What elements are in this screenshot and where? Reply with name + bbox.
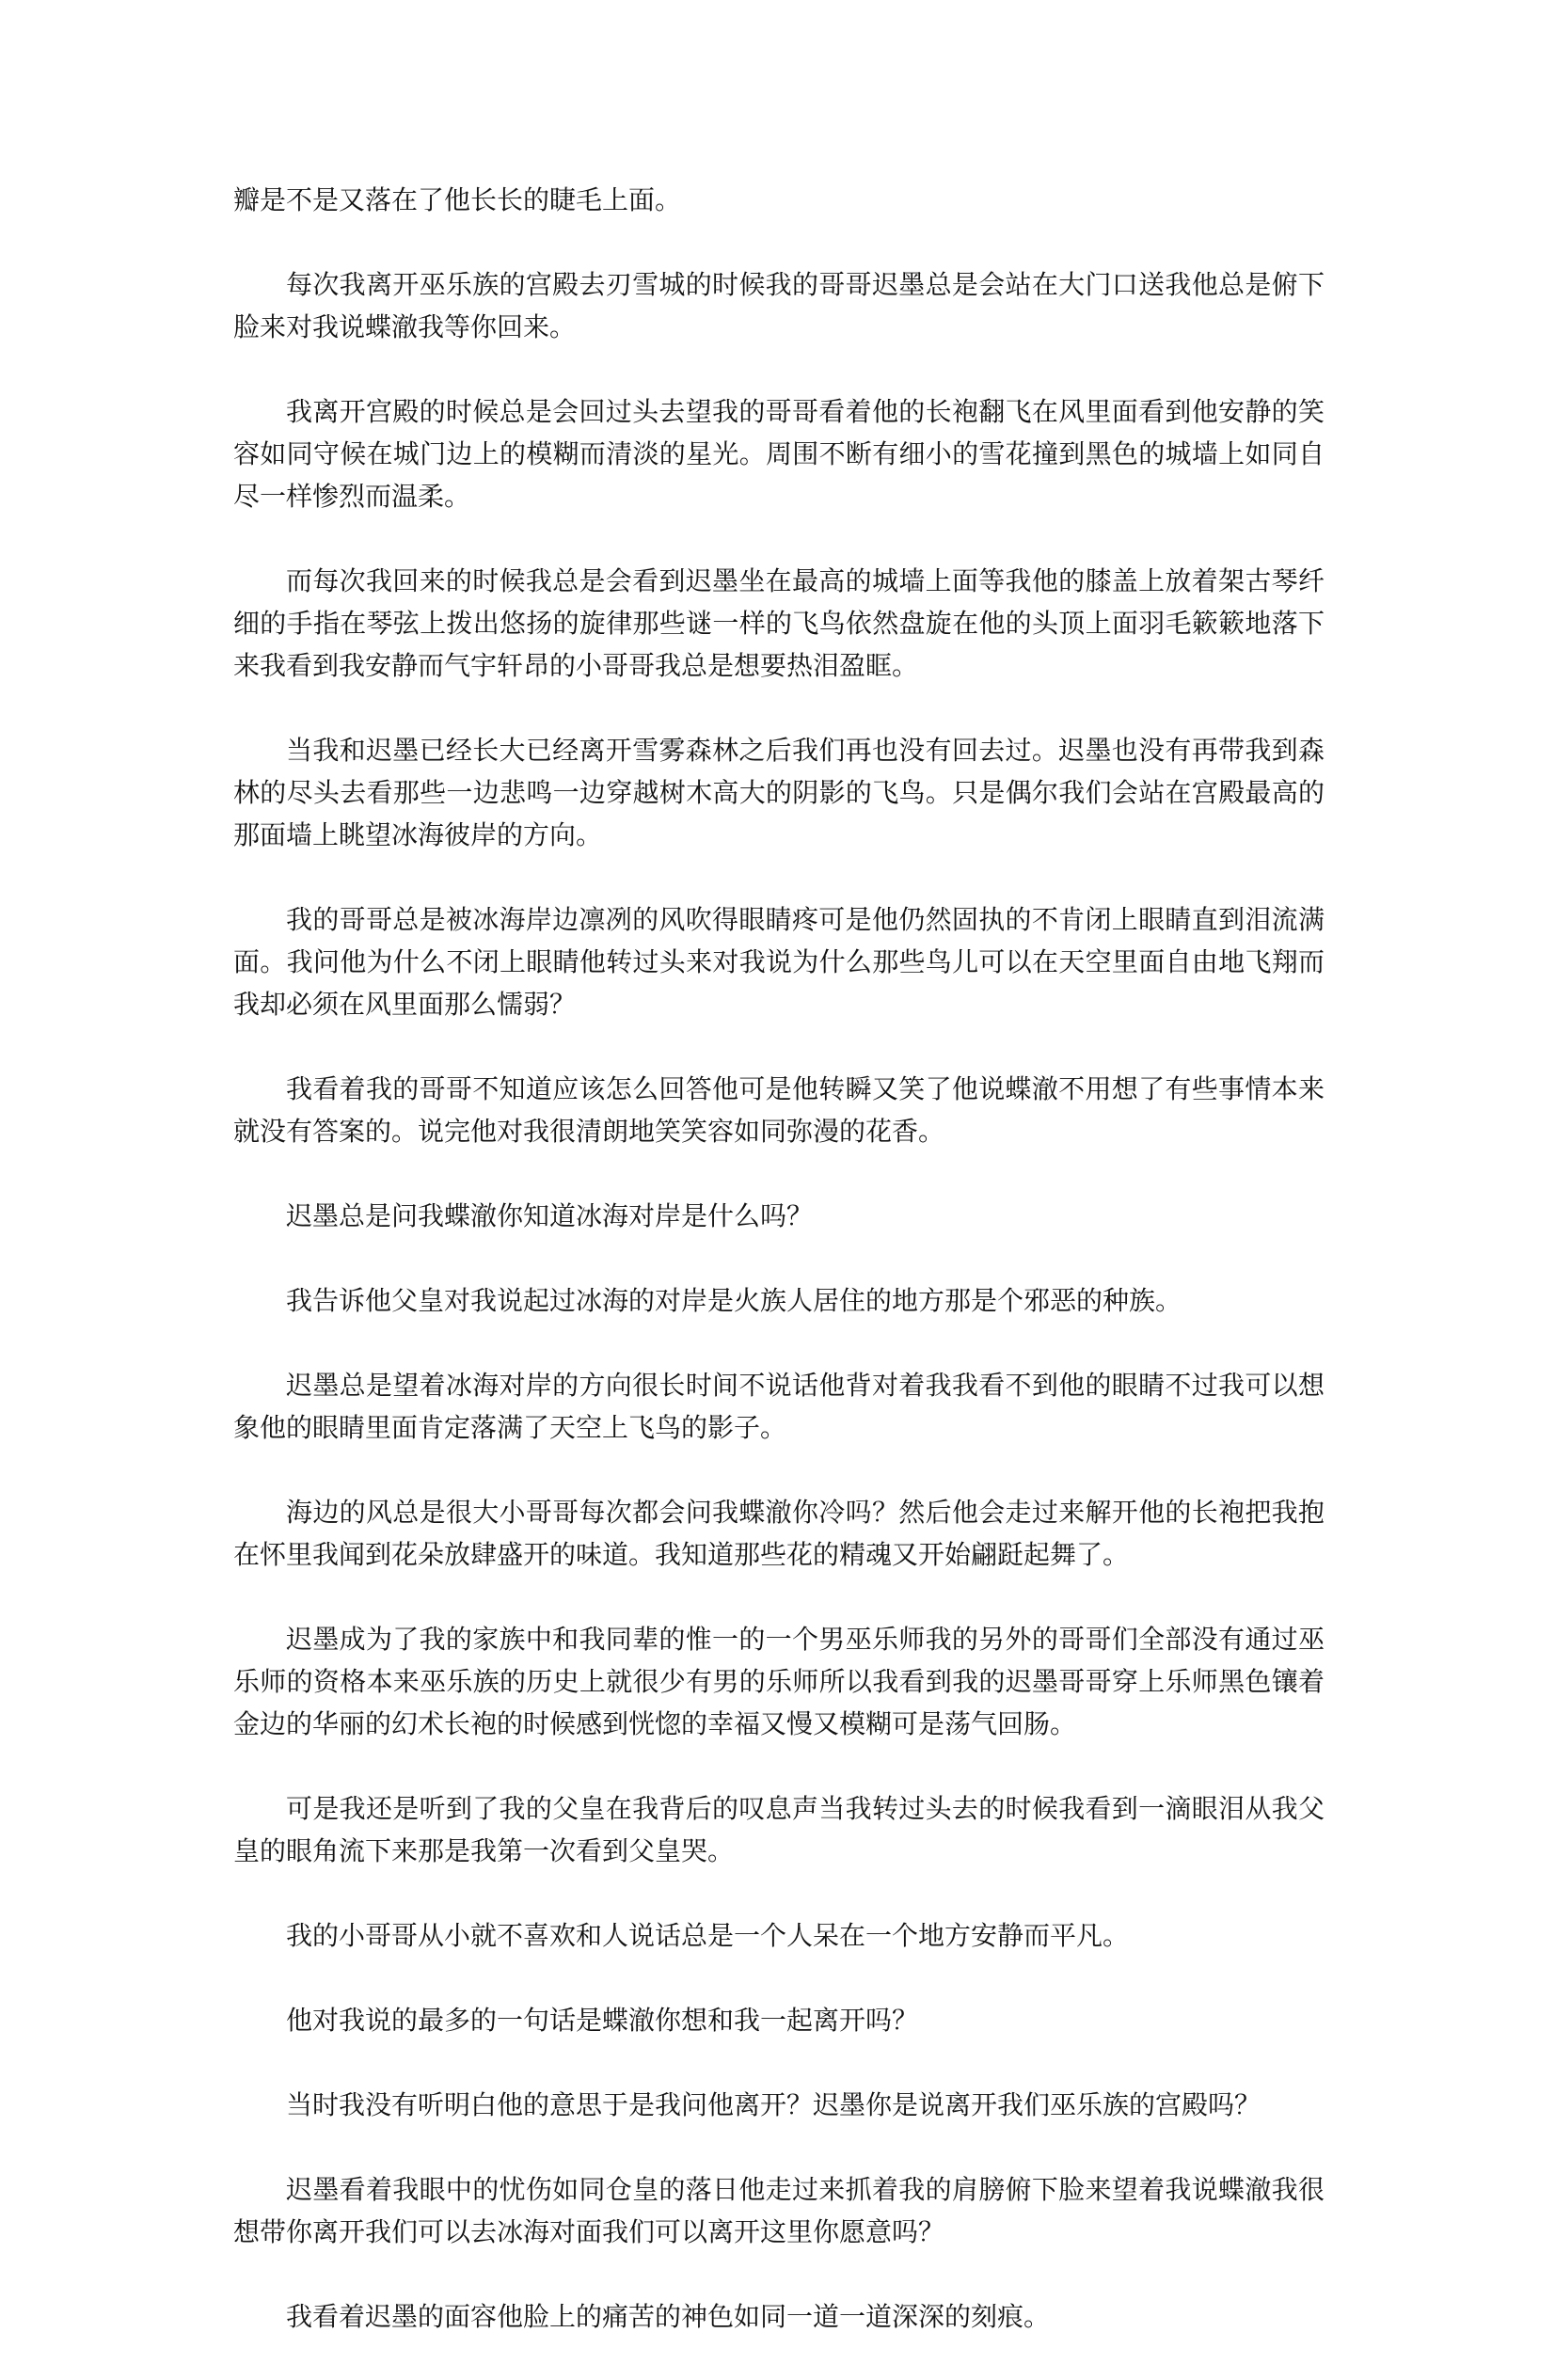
paragraph: 我离开宫殿的时候总是会回过头去望我的哥哥看着他的长袍翻飞在风里面看到他安静的笑容如同守候在城门边上的模糊而清淡的星光。周围不断有细小的雪花撞到黑色的城墙上如同自尽一样惨烈而温柔。: [233, 396, 1325, 512]
paragraph: 我的哥哥总是被冰海岸边凛冽的风吹得眼睛疼可是他仍然固执的不肯闭上眼睛直到泪流满面。我问他为什么不闭上眼睛他转过头来对我说为什么那些鸟儿可以在天空里面自由地飞翔而我却必须在风里面那么懦弱？: [233, 904, 1325, 1020]
paragraph: 当我和迟墨已经长大已经离开雪雾森林之后我们再也没有回去过。迟墨也没有再带我到森林的尽头去看那些一边悲鸣一边穿越树木高大的阴影的飞鸟。只是偶尔我们会站在宫殿最高的那面墙上眺望冰海彼岸的方向。: [233, 735, 1325, 850]
paragraph: 我看着我的哥哥不知道应该怎么回答他可是他转瞬又笑了他说蝶澈不用想了有些事情本来就没有答案的。说完他对我很清朗地笑笑容如同弥漫的花香。: [233, 1073, 1325, 1147]
document-body: [233, 179, 1325, 2380]
paragraph: 当时我没有听明白他的意思于是我问他离开？迟墨你是说离开我们巫乐族的宫殿吗？: [286, 2089, 1261, 2120]
paragraph: 迟墨总是问我蝶澈你知道冰海对岸是什么吗？: [286, 1200, 814, 1231]
paragraph: 我的小哥哥从小就不喜欢和人说话总是一个人呆在一个地方安静而平凡。: [286, 1920, 1130, 1951]
paragraph: 迟墨总是望着冰海对岸的方向很长时间不说话他背对着我我看不到他的眼睛不过我可以想象他的眼睛里面肯定落满了天空上飞鸟的影子。: [233, 1370, 1325, 1443]
paragraph: 迟墨看着我眼中的忧伤如同仓皇的落日他走过来抓着我的肩膀俯下脸来望着我说蝶澈我很想带你离开我们可以去冰海对面我们可以离开这里你愿意吗？: [233, 2174, 1325, 2247]
paragraph: 他对我说的最多的一句话是蝶澈你想和我一起离开吗？: [286, 2005, 919, 2036]
paragraph: 海边的风总是很大小哥哥每次都会问我蝶澈你冷吗？然后他会走过来解开他的长袍把我抱在怀里我闻到花朵放肆盛开的味道。我知道那些花的精魂又开始翩跹起舞了。: [233, 1497, 1325, 1570]
paragraph: 我看着迟墨的面容他脸上的痛苦的神色如同一道一道深深的刻痕。: [286, 2301, 1051, 2332]
paragraph: 我告诉他父皇对我说起过冰海的对岸是火族人居住的地方那是个邪恶的种族。: [286, 1285, 1182, 1316]
paragraph: 每次我离开巫乐族的宫殿去刃雪城的时候我的哥哥迟墨总是会站在大门口送我他总是俯下脸来对我说蝶澈我等你回来。: [233, 269, 1325, 342]
paragraph: 而每次我回来的时候我总是会看到迟墨坐在最高的城墙上面等我他的膝盖上放着架古琴纤细的手指在琴弦上拨出悠扬的旋律那些谜一样的飞鸟依然盘旋在他的头顶上面羽毛簌簌地落下来我看到我安静而气宇轩昂的小哥哥我总是想要热泪盈眶。: [233, 565, 1325, 681]
paragraph: 迟墨成为了我的家族中和我同辈的惟一的一个男巫乐师我的另外的哥哥们全部没有通过巫乐师的资格本来巫乐族的历史上就很少有男的乐师所以我看到我的迟墨哥哥穿上乐师黑色镶着金边的华丽的幻术长袍的时候感到恍惚的幸福又慢又模糊可是荡气回肠。: [233, 1624, 1325, 1739]
paragraph: 瓣是不是又落在了他长长的睫毛上面。: [233, 184, 682, 215]
paragraph: 可是我还是听到了我的父皇在我背后的叹息声当我转过头去的时候我看到一滴眼泪从我父皇的眼角流下来那是我第一次看到父皇哭。: [233, 1793, 1325, 1866]
